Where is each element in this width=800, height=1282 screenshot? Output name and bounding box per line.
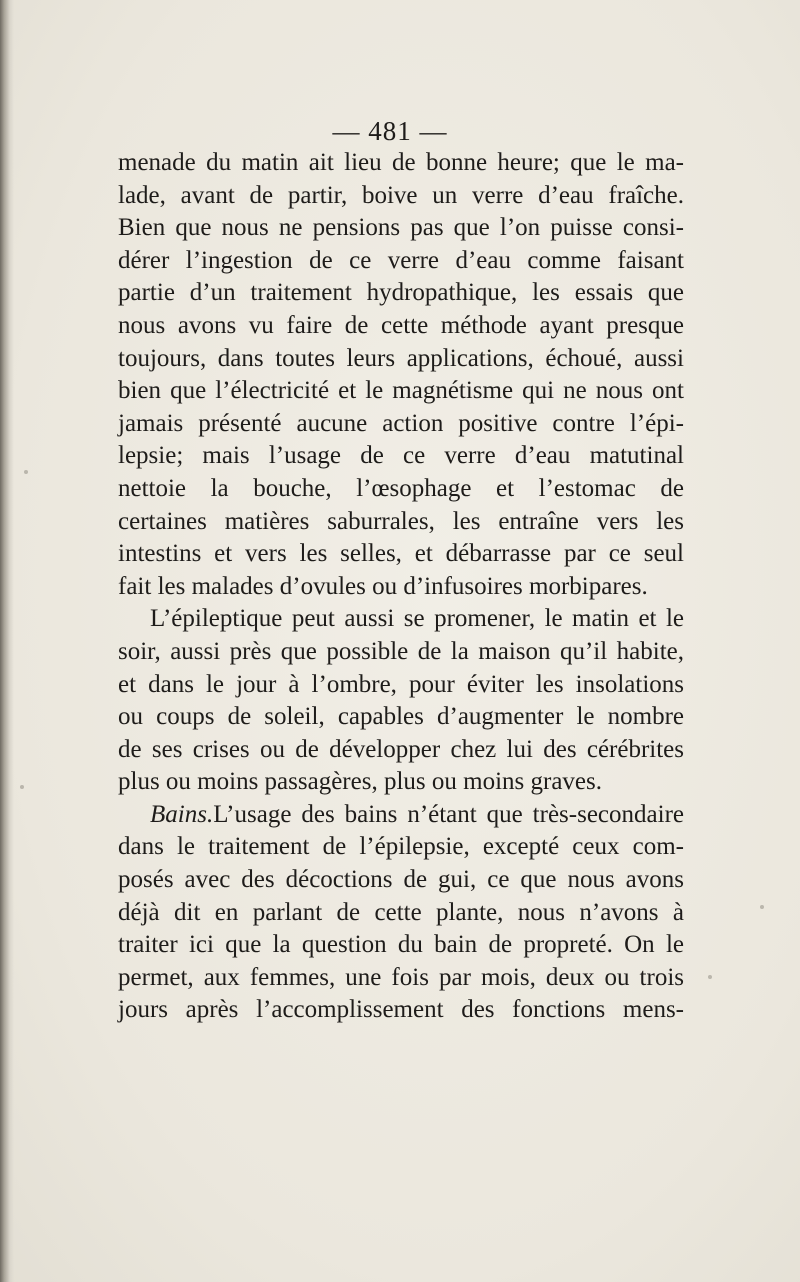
section-first-line: L’usage des bains n’étant que très-secondaire [213, 800, 684, 828]
text-line: ou coups de soleil, capables d’augmenter le nombre [118, 703, 684, 731]
text-line: toujours, dans toutes leurs applications, échoué, aussi [118, 344, 684, 372]
page-spine-shadow [0, 0, 14, 1282]
paper-speck [708, 975, 712, 979]
text-line: jamais présenté aucune action positive contre l’épi- [118, 409, 684, 437]
text-line: déjà dit en parlant de cette plante, nous n’avons à [118, 898, 684, 926]
text-line: dérer l’ingestion de ce verre d’eau comme faisant [118, 246, 684, 274]
paper-speck [760, 905, 764, 909]
text-line: Bien que nous ne pensions pas que l’on puisse consi- [118, 214, 684, 242]
text-line: traiter ici que la question du bain de propreté. On le [118, 931, 684, 959]
text-line: lade, avant de partir, boive un verre d’eau fraîche. [118, 181, 684, 209]
text-line: jours après l’accomplissement des fonctions mens- [118, 996, 684, 1024]
text-line: fait les malades d’ovules ou d’infusoires morbipares. [118, 572, 648, 600]
page-number: — 481 — [332, 116, 448, 146]
text-line: nettoie la bouche, l’œsophage et l’estomac de [118, 474, 684, 502]
text-line: certaines matières saburrales, les entraîne vers les [118, 507, 684, 535]
text-line: L’épileptique peut aussi se promener, le matin et le [150, 605, 684, 633]
text-line: nous avons vu faire de cette méthode ayant presque [118, 311, 684, 339]
text-line: posés avec des décoctions de gui, ce que nous avons [118, 866, 684, 894]
text-line [118, 799, 684, 832]
paper-speck [20, 785, 24, 789]
text-line: dans le traitement de l’épilepsie, excepté ceux com- [118, 833, 684, 861]
text-line: menade du matin ait lieu de bonne heure; que le ma- [118, 149, 684, 176]
text-line: et dans le jour à l’ombre, pour éviter les insolations [118, 670, 684, 698]
text-line: intestins et vers les selles, et débarrasse par ce seul [118, 540, 684, 568]
paper-speck [24, 470, 28, 474]
text-line: lepsie; mais l’usage de ce verre d’eau matutinal [118, 442, 684, 470]
text-line: soir, aussi près que possible de la maison qu’il habite, [118, 637, 684, 665]
text-line: de ses crises ou de développer chez lui des cérébrites [118, 735, 684, 763]
section-heading-bains: Bains. [150, 800, 214, 828]
text-line: permet, aux femmes, une fois par mois, deux ou trois [118, 963, 684, 991]
text-line: bien que l’électricité et le magnétisme qui ne nous ont [118, 377, 684, 405]
text-line: partie d’un traitement hydropathique, les essais que [118, 279, 684, 307]
text-line: plus ou moins passagères, plus ou moins graves. [118, 768, 602, 796]
body-text [118, 147, 684, 1027]
